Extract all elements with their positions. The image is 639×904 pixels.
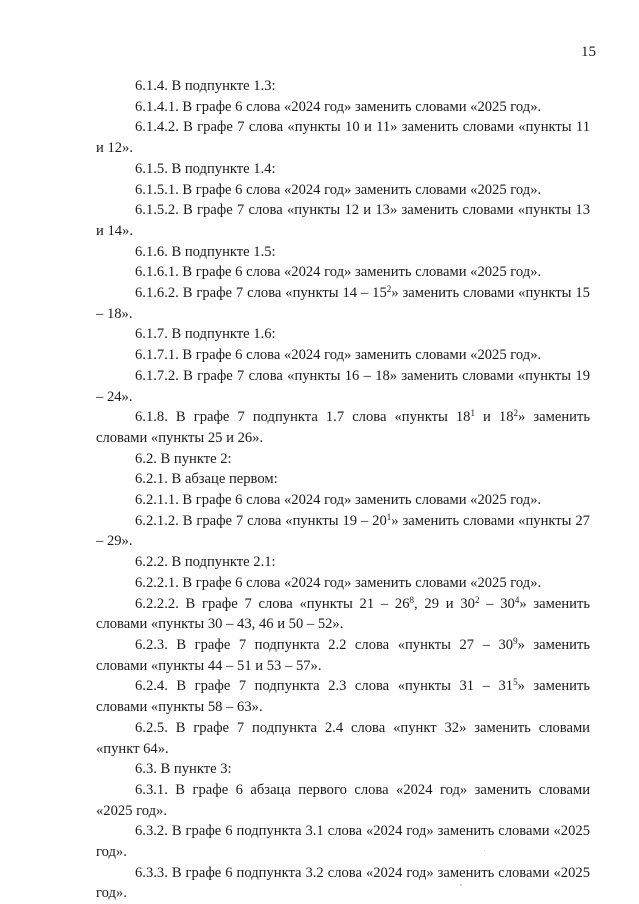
text-run: 6.1.6.1. В графе 6 слова «2024 год» заменить словами «2025 год». — [135, 264, 542, 281]
text-run: 6.1.4.1. В графе 6 слова «2024 год» заменить словами «2025 год». — [135, 98, 542, 115]
paragraph — [96, 821, 590, 862]
text-run: » заменить словами «пункты 15 – 18». — [96, 285, 590, 322]
paragraph — [96, 324, 590, 345]
scan-speck — [484, 850, 485, 851]
paragraph — [96, 242, 590, 263]
text-run: 6.3.2. В графе 6 подпункта 3.1 слова «2024 год» заменить словами «2025 год». — [96, 823, 590, 861]
text-run: 6.1.5.2. В графе 7 слова «пункты 12 и 13» заменить словами «пункты 13 и 14». — [96, 202, 590, 239]
paragraph — [96, 159, 590, 180]
text-run: » заменить словами «пункты 30 – 43, 46 и 50 – 52». — [96, 595, 590, 633]
text-run: 6.2.2.1. В графе 6 слова «2024 год» заменить словами «2025 год». — [135, 574, 542, 591]
superscript: 2 — [474, 594, 480, 605]
paragraph — [96, 635, 590, 676]
text-run: 6.1.6. В подпункте 1.5: — [135, 243, 276, 260]
paragraph — [96, 511, 590, 552]
text-run: 6.1.7.2. В графе 7 слова «пункты 16 – 18» заменить словами «пункты 19 – 24». — [96, 367, 590, 405]
paragraph — [96, 469, 590, 490]
text-run: 6.1.8. В графе 7 подпункта 1.7 слова «пункты 18 — [135, 409, 471, 426]
paragraph — [96, 594, 590, 635]
superscript: 1 — [470, 408, 475, 419]
superscript: 2 — [386, 284, 392, 295]
paragraph — [96, 180, 590, 201]
paragraph — [96, 117, 590, 158]
paragraph — [96, 262, 590, 283]
text-run: » заменить словами «пункты 27 – 29». — [96, 512, 590, 550]
paragraph — [96, 490, 590, 511]
text-run: 6.1.6.2. В графе 7 слова «пункты 14 – 15 — [135, 285, 387, 302]
paragraph — [96, 283, 590, 324]
text-run: » заменить словами «пункты 44 – 51 и 53 – 57». — [96, 636, 590, 674]
superscript: 1 — [386, 511, 392, 522]
text-run: 6.2.1. В абзаце первом: — [135, 471, 278, 488]
superscript: 2 — [513, 408, 519, 419]
paragraph — [96, 780, 590, 821]
paragraph — [96, 863, 590, 904]
text-run: 6.2.2.2. В графе 7 слова «пункты 21 – 26 — [135, 595, 410, 612]
text-run: 6.2.4. В графе 7 подпункта 2.3 слова «пункты 31 – 31 — [135, 678, 514, 695]
text-run: » заменить словами «пункты 25 и 26». — [96, 409, 591, 446]
paragraph — [96, 76, 590, 97]
text-run: 6.1.4.2. В графе 7 слова «пункты 10 и 11» заменить словами «пункты 11 и 12». — [96, 119, 590, 157]
document-body — [96, 76, 590, 904]
paragraph — [96, 366, 590, 407]
paragraph — [96, 449, 590, 470]
text-run: 6.2. В пункте 2: — [135, 450, 232, 467]
paragraph — [96, 345, 590, 366]
paragraph — [96, 676, 590, 717]
paragraph — [96, 718, 590, 759]
text-run: 6.1.5.1. В графе 6 слова «2024 год» заменить словами «2025 год». — [135, 181, 542, 198]
paragraph — [96, 759, 590, 780]
text-run: 6.2.1.1. В графе 6 слова «2024 год» заменить словами «2025 год». — [135, 492, 542, 509]
scan-speck — [460, 884, 462, 886]
text-run: – 30 — [479, 595, 515, 612]
text-run: 6.2.1.2. В графе 7 слова «пункты 19 – 20 — [135, 512, 387, 529]
text-run: 6.1.5. В подпункте 1.4: — [135, 160, 276, 177]
paragraph — [96, 97, 590, 118]
text-run: 6.3.3. В графе 6 подпункта 3.2 слова «2024 год» заменить словами «2025 год». — [96, 864, 590, 902]
text-run: 6.2.3. В графе 7 подпункта 2.2 слова «пункты 27 – 30 — [135, 636, 514, 653]
text-run: 6.3. В пункте 3: — [135, 761, 232, 778]
text-run: и 18 — [474, 409, 514, 426]
text-run: 6.2.2. В подпункте 2.1: — [135, 554, 276, 571]
text-run: 6.1.7. В подпункте 1.6: — [135, 326, 276, 343]
superscript: 9 — [513, 635, 518, 646]
superscript: 4 — [514, 594, 520, 605]
page-number: 15 — [581, 44, 596, 60]
text-run: 6.3.1. В графе 6 абзаца первого слова «2024 год» заменить словами «2025 год». — [96, 781, 590, 819]
text-run: 6.2.5. В графе 7 подпункта 2.4 слова «пункт 32» заменить словами «пункт 64». — [96, 719, 590, 757]
superscript: 8 — [409, 594, 415, 605]
paragraph — [96, 552, 590, 573]
text-run: 6.1.4. В подпункте 1.3: — [135, 78, 276, 94]
text-run: , 29 и 30 — [414, 595, 475, 612]
paragraph — [96, 200, 590, 241]
paragraph — [96, 573, 590, 594]
text-run: » заменить словами «пункты 58 – 63». — [96, 678, 590, 716]
superscript: 5 — [513, 677, 518, 688]
paragraph — [96, 407, 590, 448]
text-run: 6.1.7.1. В графе 6 слова «2024 год» заменить словами «2025 год». — [135, 347, 542, 364]
